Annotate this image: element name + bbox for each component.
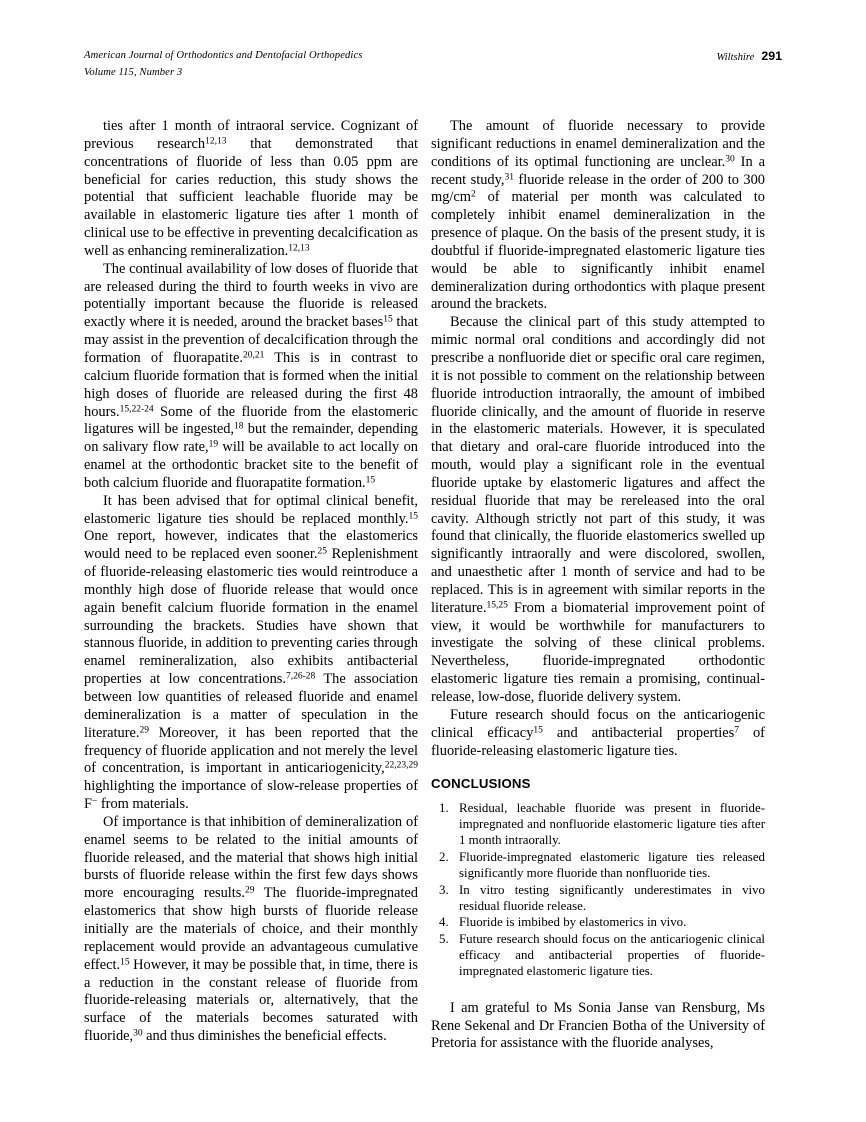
left-column: [84, 118, 418, 1046]
list-item-text: Future research should focus on the anticariogenic clinical efficacy and antibacterial properties of fluoride-impregnated elastomeric ligature ties.: [459, 931, 765, 979]
paragraph: Because the clinical part of this study attempted to mimic normal oral conditions and accordingly did not prescribe a nonfluoride diet or specific oral care regimen, it is not possible to comment on the relationship between fluoride introduction intraorally, the amount of imbibed fluoride clinically, and the amount of fluoride in reserve in the elastomeric materials. However, it is speculated that dietary and oral-care fluoride introduced into the mouth, would play a significant role in the eventual fluoride uptake by elastomeric ligatures and affect the residual fluoride that may be rereleased into the oral cavity. Although strictly not part of this study, it was found that clinically, the fluoride elastomerics swelled up significantly intraorally and were discolored, swollen, and unaesthetic after 1 month of service and had to be replaced. This is in agreement with similar reports in the literature.$^{15,25}$ From a biomaterial improvement point of view, it would be worthwhile for manufacturers to investigate the solving of these clinical problems. Nevertheless, fluoride-impregnated orthodontic elastomeric ligature ties remain a promising, continual-release, low-dose, fluoride delivery system.: [431, 314, 765, 705]
list-item: [431, 882, 765, 914]
spacer: [431, 980, 765, 1000]
author-name: Wiltshire: [716, 52, 755, 63]
list-item-number: 3.: [439, 882, 449, 897]
running-head-author-page: [716, 48, 782, 67]
spacer: [431, 793, 765, 800]
list-item: [431, 800, 765, 848]
conclusions-heading: CONCLUSIONS: [431, 776, 531, 792]
journal-volume-issue: Volume 115, Number 3: [84, 66, 183, 78]
paragraph: The continual availability of low doses of fluoride that are released during the third to fourth weeks in vivo are potentially important because the fluoride is released exactly where it is needed, around the bracket bases$^{15}$ that may assist in the prevention of decalcification through the formation of fluorapatite.$^{20,21}$ This is in contrast to calcium fluoride formation that is formed when the initial high doses of fluoride are released during the first 48 hours.$^{15,22-24}$ Some of the fluoride from the elastomeric ligatures will be ingested,$^{18}$ but the remainder, depending on salivary flow rate,$^{19}$ will be available to act locally on enamel at the orthodontic bracket site to the benefit of both calcium fluoride and fluorapatite formation.$^{15}$: [84, 260, 419, 491]
list-item-text: Fluoride is imbibed by elastomerics in vivo.: [459, 915, 687, 930]
journal-title: American Journal of Orthodontics and Dentofacial Orthopedics: [84, 50, 363, 61]
list-item-number: 1.: [439, 801, 449, 816]
spacer: [431, 760, 765, 775]
paragraph: ties after 1 month of intraoral service. Cognizant of previous research$^{12,13}$ that demonstrated that concentrations of fluoride of less than 0.05 ppm are beneficial for caries reduction, this study shows the potential that sufficient leachable fluoride may be available in elastomeric ligature ties after 1 month of clinical use to be effective in preventing decalcification as well as enhancing remineralization.$^{12,13}$: [84, 118, 418, 259]
list-item-text: In vitro testing significantly underestimates in vivo residual fluoride release.: [459, 882, 765, 913]
paragraph: It has been advised that for optimal clinical benefit, elastomeric ligature ties should be replaced monthly.$^{15}$ One report, however, indicates that the elastomerics would need to be replaced even sooner.$^{25}$ Replenishment of fluoride-releasing elastomeric ties would reintroduce a monthly high dose of fluoride release that would once again benefit calcium fluoride formation in the enamel surrounding the brackets. Studies have shown that stannous fluoride, in addition to preventing caries through enamel remineralization, also exhibits antibacterial properties at low concentrations.$^{7,26-28}$ The association between low quantities of released fluoride and enamel demineralization is a matter of speculation in the literature.$^{29}$ Moreover, it has been reported that the frequency of fluoride application and not merely the level of concentration, is important in anticariogenicity,$^{22,23,29}$ highlighting the importance of slow-release properties of F− from materials.: [84, 492, 419, 813]
list-item-text: Residual, leachable fluoride was present in fluoride-impregnated and nonfluoride elastomeric ligature ties after 1 month intraorally.: [459, 801, 765, 848]
list-item: [431, 914, 765, 930]
paragraph: Of importance is that inhibition of demineralization of enamel seems to be related to the initial amounts of fluoride released, and the material that shows high initial bursts of fluoride release within the first few days shows more encouraging results.$^{29}$ The fluoride-impregnated elastomerics that show high bursts of fluoride release initially are the materials of choice, and their monthly replacement would provide an advantageous cumulative effect.$^{15}$ However, it may be possible that, in time, there is a reduction in the constant release of fluoride from fluoride-releasing materials or, alternatively, that the surface of the materials becomes saturated with fluoride,$^{30}$ and thus diminishes the beneficial effects.: [84, 813, 418, 1045]
right-column: [431, 118, 765, 1053]
list-item: [431, 849, 765, 881]
conclusions-list: [431, 800, 765, 979]
list-item-number: 2.: [439, 850, 449, 864]
list-item-number: 5.: [439, 931, 449, 946]
acknowledgment-paragraph: I am grateful to Ms Sonia Janse van Rensburg, Ms Rene Sekenal and Dr Francien Botha of the University of Pretoria for assistance with the fluoride analyses,: [431, 999, 765, 1052]
list-item-text: Fluoride-impregnated elastomeric ligature ties released significantly more fluoride than nonfluoride ties.: [459, 850, 765, 881]
page-number: 291: [761, 49, 782, 63]
paragraph: Future research should focus on the anticariogenic clinical efficacy$^{15}$ and antibacterial properties$^7$ of fluoride-releasing elastomeric ligature ties.: [431, 706, 765, 759]
list-item: [431, 931, 765, 979]
paragraph: The amount of fluoride necessary to provide significant reductions in enamel demineralization and the conditions of its optimal functioning are unclear.$^{30}$ In a recent study,$^{31}$ fluoride release in the order of 200 to 300 $mg/cm^2$ of material per month was calculated to completely inhibit enamel demineralization in the presence of plaque. On the basis of the present study, it is doubtful if fluoride-impregnated elastomeric ligature ties would be able to significantly inhibit enamel demineralization during orthodontics with plaque present around the brackets.: [431, 118, 765, 313]
running-head: [84, 48, 782, 84]
list-item-number: 4.: [439, 915, 449, 930]
running-head-journal: [84, 48, 604, 81]
